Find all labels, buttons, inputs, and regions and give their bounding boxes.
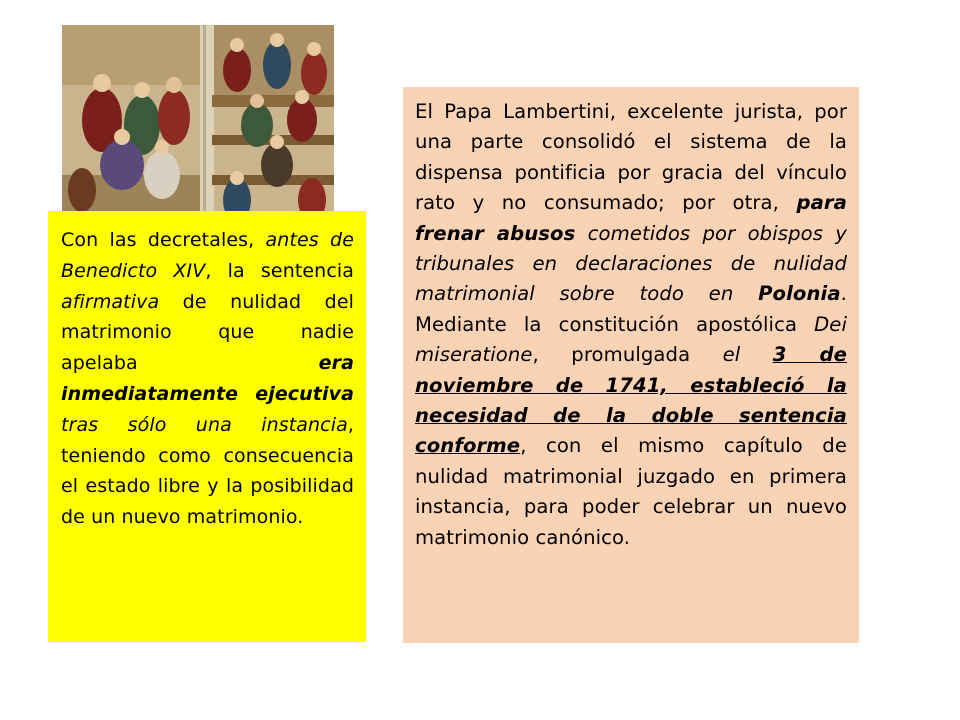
- medieval-painting-image: [62, 25, 334, 225]
- text-segment: de nulidad del matrimonio que nadie apelaba: [61, 290, 354, 375]
- text-segment: Con las decretales,: [61, 229, 266, 251]
- text-segment: cometidos por obispos y tribunales en declaraciones de nulidad matrimonial sobre todo en: [415, 221, 847, 306]
- text-segment: era inmediatamente ejecutiva: [61, 352, 354, 405]
- text-segment: para frenar abusos: [415, 191, 847, 245]
- text-segment: [575, 222, 587, 245]
- text-segment: , con el mismo capítulo de nulidad matrimonial juzgado en primera instancia, para poder celebrar un nuevo matrimonio canónico.: [415, 434, 847, 549]
- text-segment: el: [722, 343, 741, 367]
- text-segment: tras sólo una instancia: [61, 413, 348, 436]
- text-segment: Dei miseratione: [415, 312, 847, 367]
- text-segment: , la sentencia: [205, 259, 354, 282]
- text-segment: afirmativa: [61, 290, 160, 313]
- right-text-box: [403, 87, 859, 643]
- right-paragraph: [415, 97, 847, 553]
- text-segment: antes de Benedicto XIV: [61, 229, 354, 282]
- text-segment: . Mediante la constitución apostólica: [415, 282, 847, 336]
- text-segment: Polonia: [758, 282, 841, 306]
- text-segment: 3 de noviembre de 1741, estableció la necesidad de la doble sentencia conforme: [415, 343, 847, 458]
- text-segment: El Papa Lambertini, excelente jurista, por una parte consolidó el sistema de la dispensa pontificia por gracia del vínculo rato y no consumado; por otra,: [415, 100, 847, 215]
- left-paragraph: [61, 225, 354, 533]
- text-segment: , teniendo como consecuencia el estado libre y la posibilidad de un nuevo matrimonio.: [61, 413, 354, 529]
- left-text-box: [48, 211, 366, 642]
- text-segment: , promulgada: [532, 343, 723, 367]
- text-segment: [740, 343, 772, 366]
